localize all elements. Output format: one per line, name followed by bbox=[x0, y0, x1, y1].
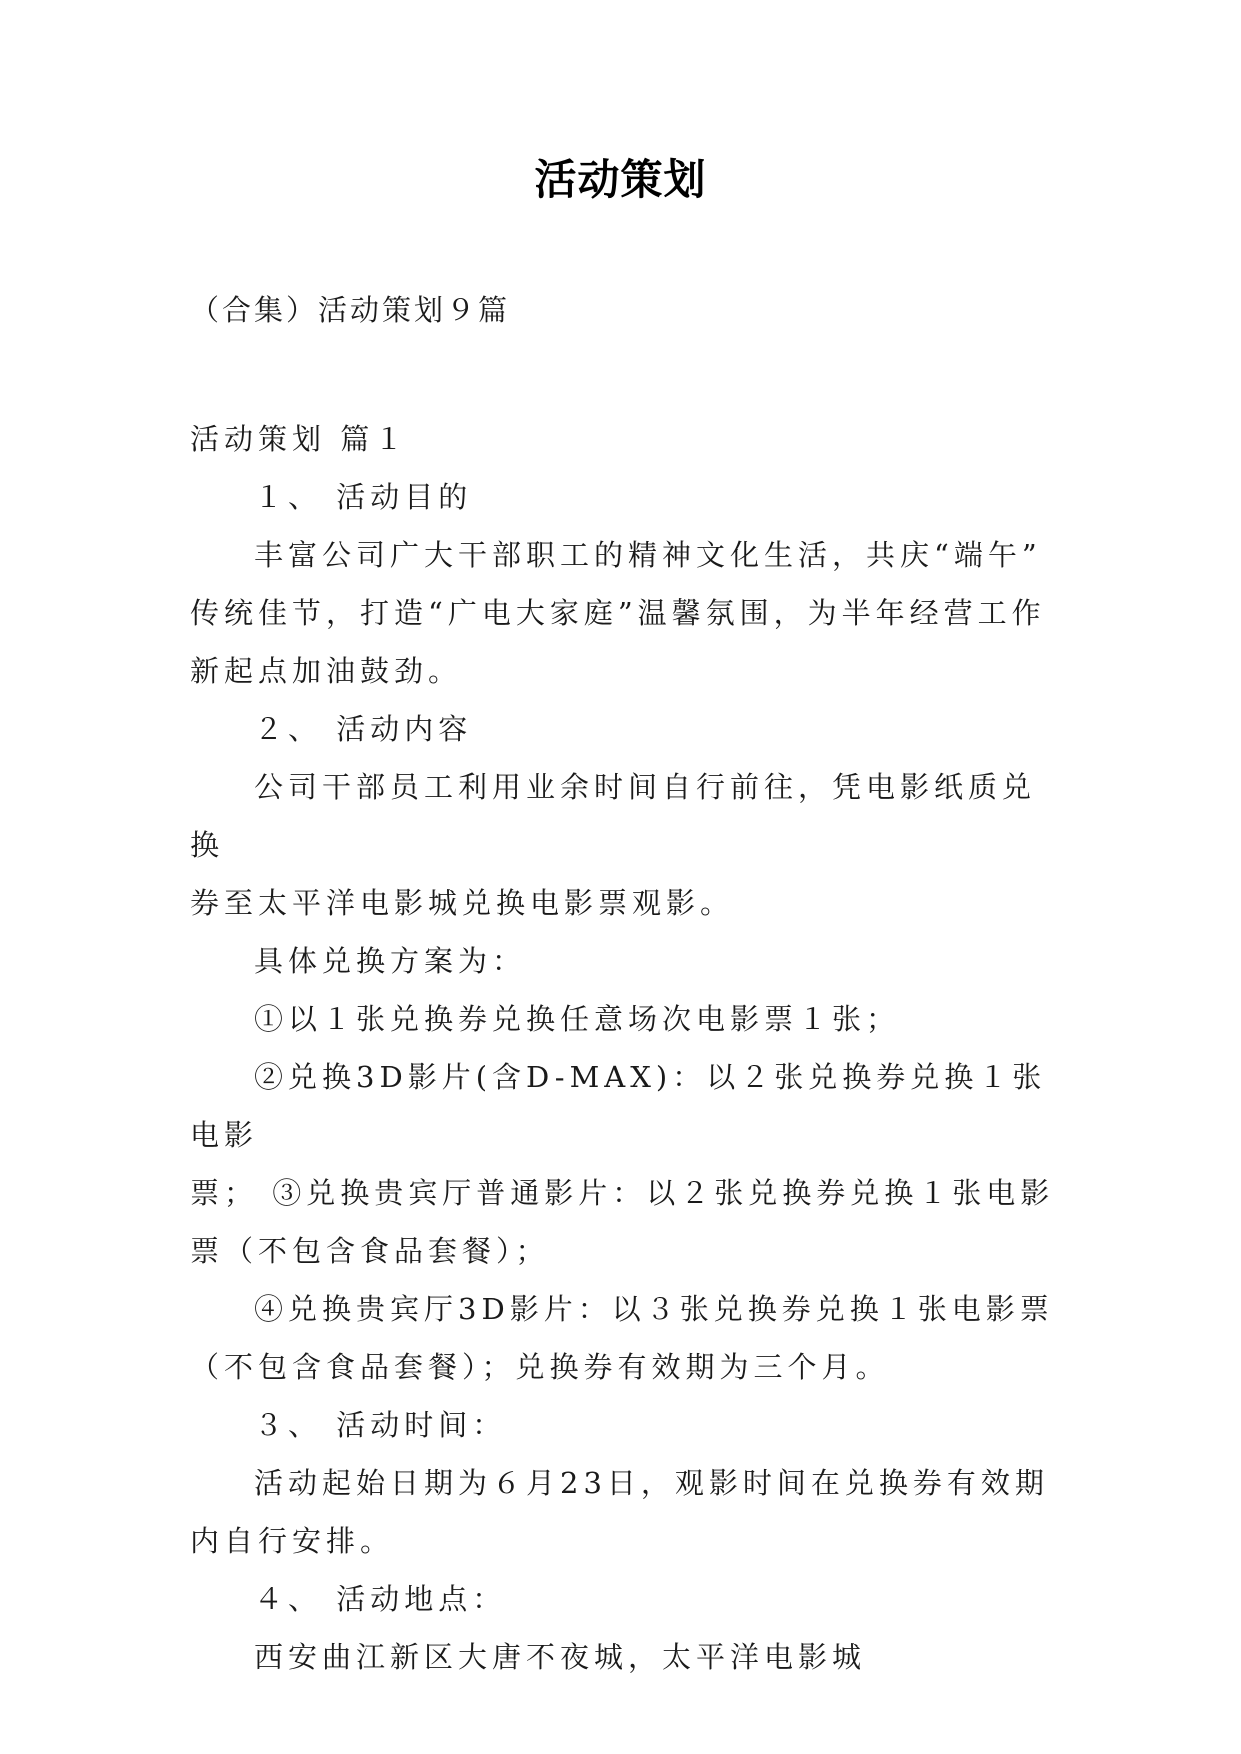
paragraph-line: 传统佳节，打造“广电大家庭”温馨氛围，为半年经营工作 bbox=[190, 596, 1046, 630]
paragraph-line: ④兑换贵宾厅3D影片：以３张兑换券兑换１张电影票 bbox=[254, 1292, 1054, 1326]
item-heading: １、 活动目的 bbox=[254, 480, 473, 514]
paragraph-line: 券至太平洋电影城兑换电影票观影。 bbox=[190, 886, 735, 920]
paragraph-line: 票（不包含食品套餐）； bbox=[190, 1234, 550, 1268]
paragraph-line: ②兑换3D影片(含D-MAX)：以２张兑换券兑换１张电影 bbox=[190, 1060, 1047, 1152]
paragraph-line: 具体兑换方案为： bbox=[254, 944, 527, 978]
section-heading: 活动策划 篇１ bbox=[190, 422, 409, 456]
document-title: 活动策划 bbox=[534, 155, 707, 204]
paragraph-line: 公司干部员工利用业余时间自行前往，凭电影纸质兑换 bbox=[190, 770, 1037, 862]
item-heading: ２、 活动内容 bbox=[254, 712, 473, 746]
document-subtitle: （合集）活动策划９篇 bbox=[190, 293, 511, 327]
paragraph-line: （不包含食品套餐）；兑换券有效期为三个月。 bbox=[190, 1350, 890, 1384]
document-body bbox=[190, 410, 1060, 1686]
paragraph-line: 票； ③兑换贵宾厅普通影片：以２张兑换券兑换１张电影 bbox=[190, 1176, 1055, 1210]
paragraph-line: 内自行安排。 bbox=[190, 1524, 395, 1558]
paragraph-line: ①以１张兑换券兑换任意场次电影票１张； bbox=[254, 1002, 901, 1036]
paragraph-line: 活动起始日期为６月23日，观影时间在兑换券有效期 bbox=[254, 1466, 1049, 1500]
paragraph-line: 丰富公司广大干部职工的精神文化生活，共庆“端午” bbox=[254, 538, 1042, 572]
paragraph-line: 西安曲江新区大唐不夜城，太平洋电影城 bbox=[254, 1640, 867, 1674]
paragraph-line: 新起点加油鼓劲。 bbox=[190, 654, 463, 688]
item-heading: ４、 活动地点： bbox=[254, 1582, 507, 1616]
item-heading: ３、 活动时间： bbox=[254, 1408, 507, 1442]
